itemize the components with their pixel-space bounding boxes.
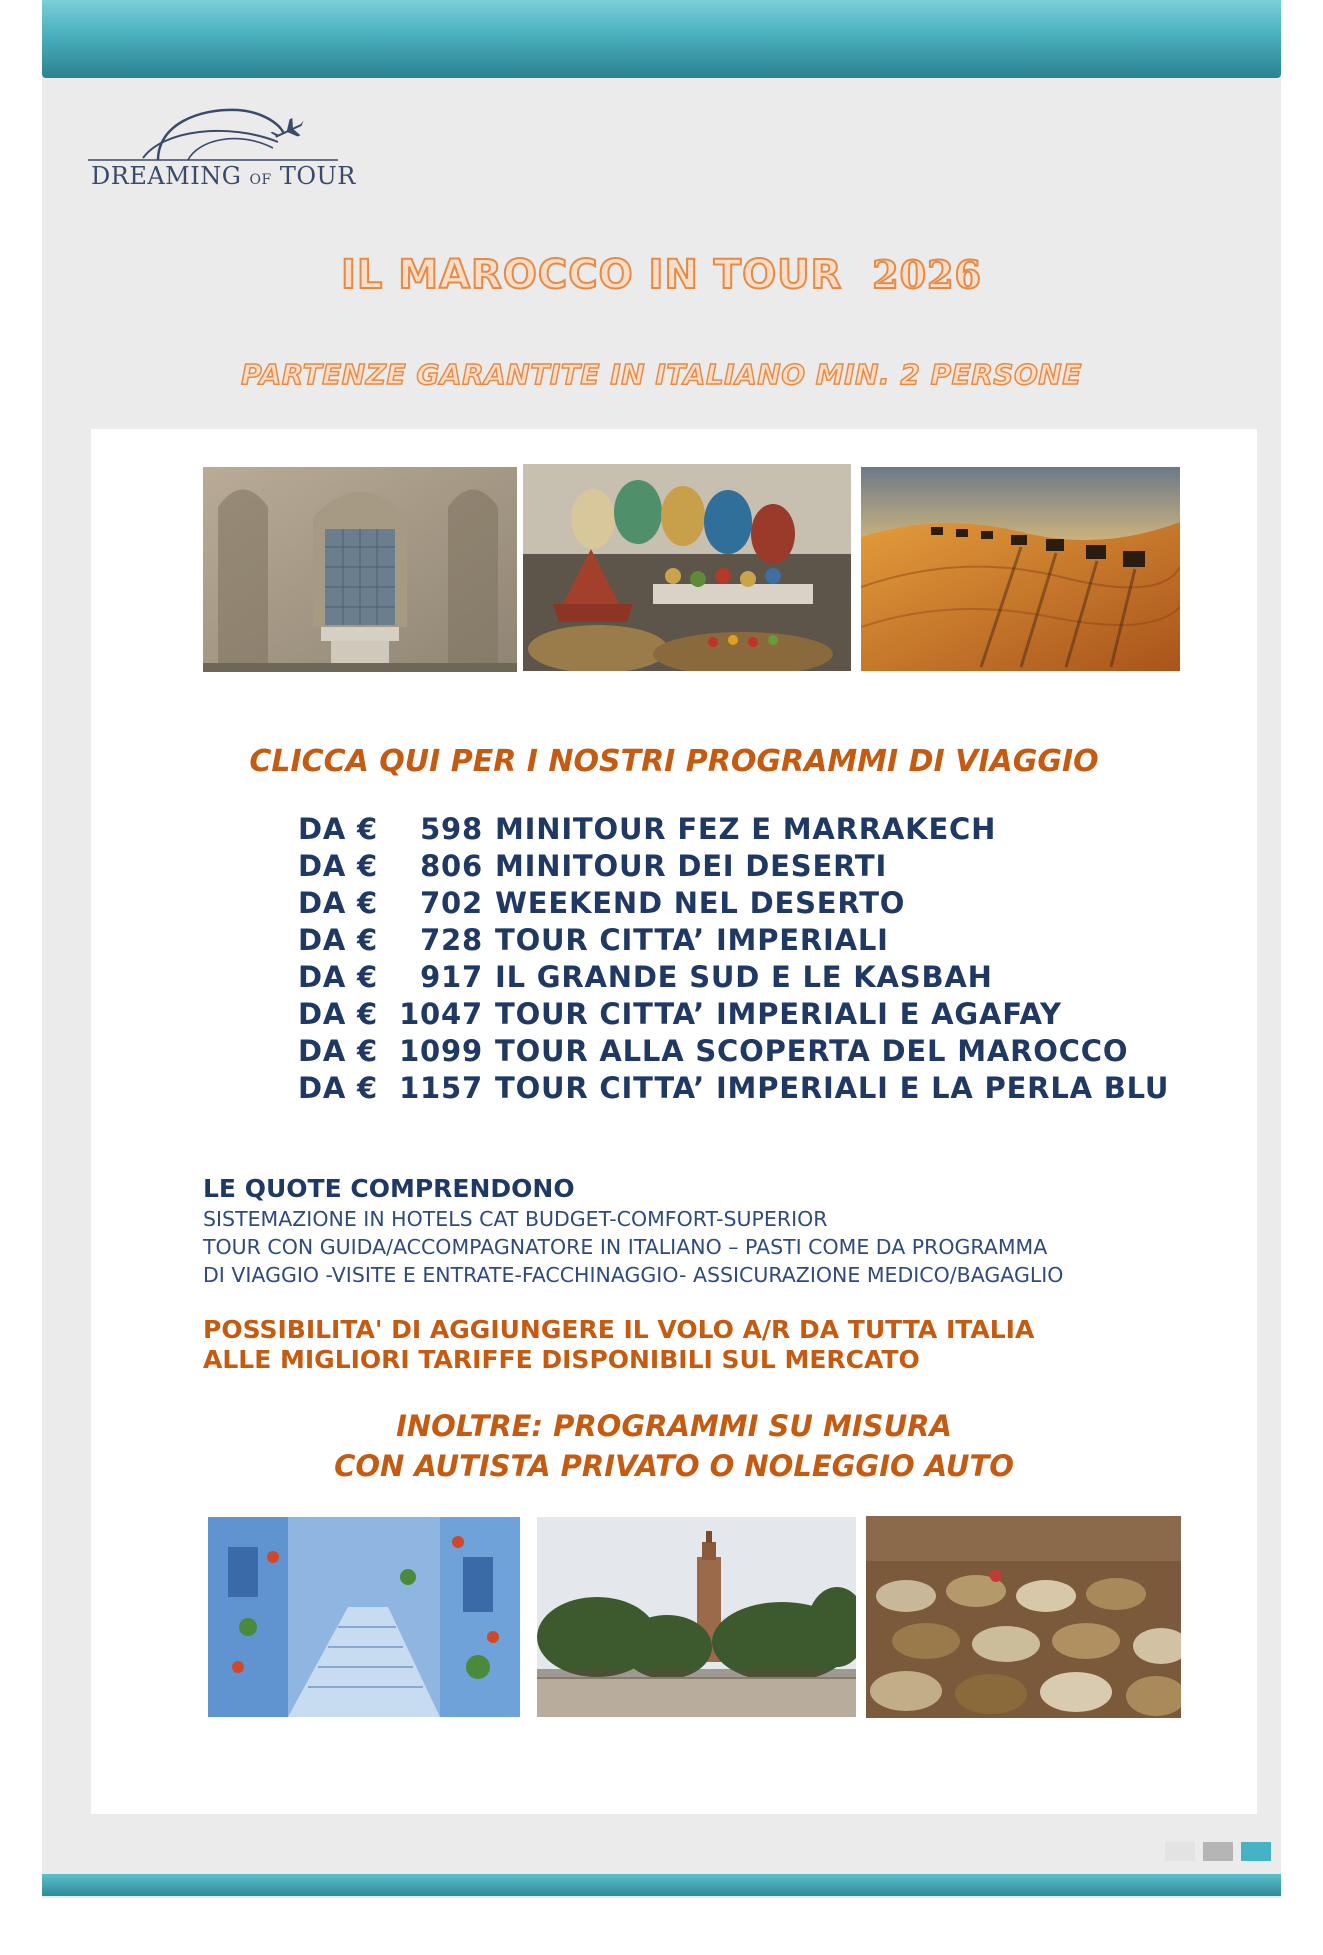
list-item[interactable]: DA € 917 IL GRANDE SUD E LE KASBAH [298,960,993,994]
included-line: DI VIAGGIO -VISITE E ENTRATE-FACCHINAGGIO- ASSICURAZIONE MEDICO/BAGAGLIO [203,1263,1064,1287]
included-list [203,1205,1063,1289]
list-item[interactable]: DA € 1099 TOUR ALLA SCOPERTA DEL MAROCCO [298,1034,1129,1068]
flight-note-line: ALLE MIGLIORI TARIFFE DISPONIBILI SUL MERCATO [203,1345,920,1374]
logo-wordmark: DREAMING OF TOUR [91,162,356,190]
fountain-photo [203,467,517,672]
custom-programs-line: CON AUTISTA PRIVATO O NOLEGGIO AUTO [334,1449,1014,1483]
flight-note [203,1315,1034,1375]
list-item[interactable]: DA € 598 MINITOUR FEZ E MARRAKECH [298,812,997,846]
list-item[interactable]: DA € 702 WEEKEND NEL DESERTO [298,886,906,920]
desert-camels-photo [861,467,1180,671]
pottery-market-photo [523,464,851,671]
custom-programs-note [91,1406,1257,1486]
globe-plane-icon [88,100,338,165]
list-item[interactable]: DA € 728 TOUR CITTA’ IMPERIALI [298,923,889,957]
page-title: IL MAROCCO IN TOUR 2026 [341,252,982,298]
custom-programs-line: INOLTRE: PROGRAMMI SU MISURA [396,1409,952,1443]
pager-dot[interactable] [1165,1842,1195,1861]
footer-band [42,1874,1281,1896]
included-line: TOUR CON GUIDA/ACCOMPAGNATORE IN ITALIANO – PASTI COME DA PROGRAMMA [203,1235,1048,1259]
page-subtitle: PARTENZE GARANTITE IN ITALIANO MIN. 2 PERSONE [241,358,1082,391]
programs-link[interactable]: CLICCA QUI PER I NOSTRI PROGRAMMI DI VIAGGIO [249,744,1099,779]
list-item[interactable]: DA € 1047 TOUR CITTA’ IMPERIALI E AGAFAY [298,997,1062,1031]
dreaming-of-tour-logo[interactable] [88,100,356,195]
chefchaouen-blue-street-photo [208,1517,520,1717]
header-band [42,0,1281,78]
koutoubia-mosque-photo [537,1517,856,1717]
pager-dot[interactable] [1203,1842,1233,1861]
list-item[interactable]: DA € 806 MINITOUR DEI DESERTI [298,849,888,883]
pager-dot-active[interactable] [1241,1842,1271,1861]
included-line: SISTEMAZIONE IN HOTELS CAT BUDGET-COMFORT-SUPERIOR [203,1207,828,1231]
fez-tannery-photo [866,1516,1181,1718]
tour-price-list [298,811,1169,1107]
list-item[interactable]: DA € 1157 TOUR CITTA’ IMPERIALI E LA PERLA BLU [298,1071,1170,1105]
flight-note-line: POSSIBILITA' DI AGGIUNGERE IL VOLO A/R DA TUTTA ITALIA [203,1315,1035,1344]
included-heading: LE QUOTE COMPRENDONO [203,1174,575,1203]
